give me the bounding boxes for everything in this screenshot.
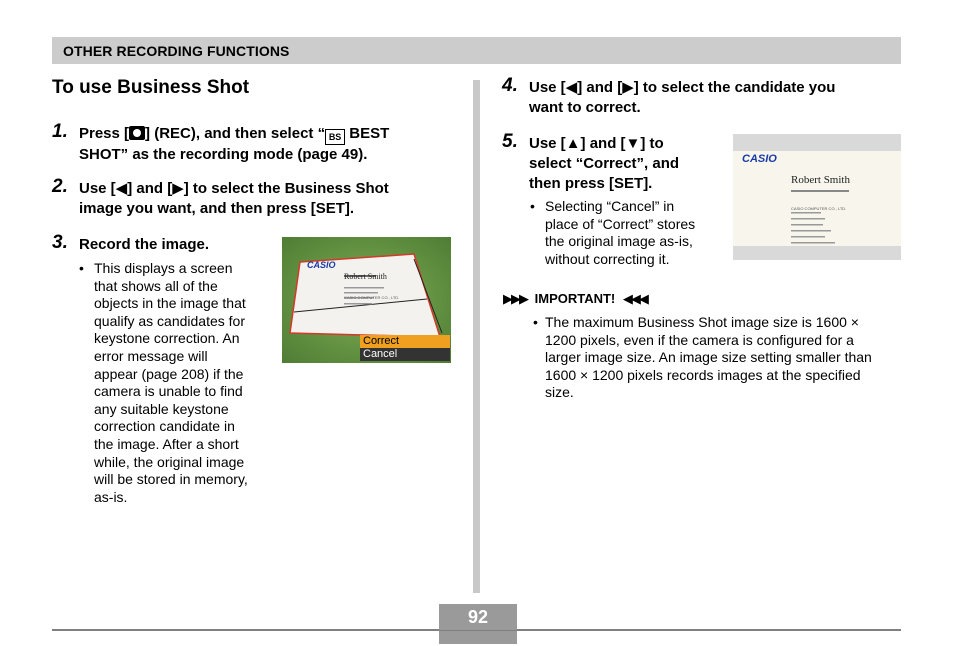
step-number: 4. [502, 75, 518, 96]
header-bar [52, 37, 901, 64]
step-4-line-1: Use [◀] and [▶] to select the candidate you [529, 79, 836, 96]
card-name: Robert Smith [791, 174, 850, 186]
step-4-line-2: want to correct. [529, 99, 641, 116]
page-number-tab [439, 631, 517, 644]
card-brand: CASIO [307, 260, 336, 270]
menu-correct[interactable]: Correct [360, 335, 450, 348]
step-number: 3. [52, 232, 68, 253]
menu-cancel[interactable]: Cancel [360, 348, 450, 361]
important-right-icon: ◀◀◀ [622, 291, 647, 306]
important-heading: ▶▶▶ IMPORTANT! ◀◀◀ [503, 291, 647, 306]
step-3 [52, 232, 279, 255]
important-note: • The maximum Business Shot image size is 1600 × 1200 pixels, even if the camera is configured for a larger image size. An image size setting smaller than 1600 × 1200 pixels records images at the specified size. [533, 314, 872, 401]
card-company: CASIO COMPUTER CO., LTD. [791, 206, 847, 211]
bs-icon: BS [325, 129, 345, 145]
step-number: 2. [52, 176, 68, 197]
column-divider [473, 80, 480, 593]
header-title: OTHER RECORDING FUNCTIONS [63, 43, 290, 59]
step-1-line-1: Press [ ] (REC), and then select “ BS BEST [79, 124, 449, 145]
step-5-line-1: Use [▲] and [▼] to [529, 135, 664, 152]
step-2-line-1: Use [◀] and [▶] to select the Business Shot [79, 180, 389, 197]
step-2 [52, 176, 459, 219]
step-5-line-3: then press [SET]. [529, 175, 653, 192]
step-2-line-2: image you want, and then press [SET]. [79, 200, 355, 217]
step-5-bullet: • Selecting “Cancel” in place of “Correct” stores the original image as-is, without correcting it. [530, 198, 696, 267]
corrected-card-image [733, 134, 901, 260]
step-4 [502, 75, 899, 118]
section-title: To use Business Shot [52, 77, 250, 98]
step-5 [502, 131, 719, 194]
card-name: Robert Smith [344, 272, 387, 281]
step-1-line-2: SHOT” as the recording mode (page 49). [79, 146, 368, 163]
card-company: CASIO COMPUTER CO., LTD. [344, 295, 400, 300]
camera-icon [129, 126, 145, 140]
page-number: 92 [439, 604, 517, 630]
step-5-line-2: select “Correct”, and [529, 155, 680, 172]
step-number: 5. [502, 131, 518, 152]
card-brand: CASIO [742, 153, 777, 165]
step-3-bullet: • This displays a screen that shows all of the objects in the image that qualify as candidates for keystone correction. An error message will appear (page 208) if the camera is unable to find any suitable keystone correction candidate in the image. After a short while, the original image will be stored in memory, as-is. [79, 260, 248, 505]
step-number: 1. [52, 121, 68, 142]
step-1 [52, 121, 449, 165]
important-left-icon: ▶▶▶ [503, 291, 527, 306]
step-3-line-1: Record the image. [79, 236, 210, 253]
